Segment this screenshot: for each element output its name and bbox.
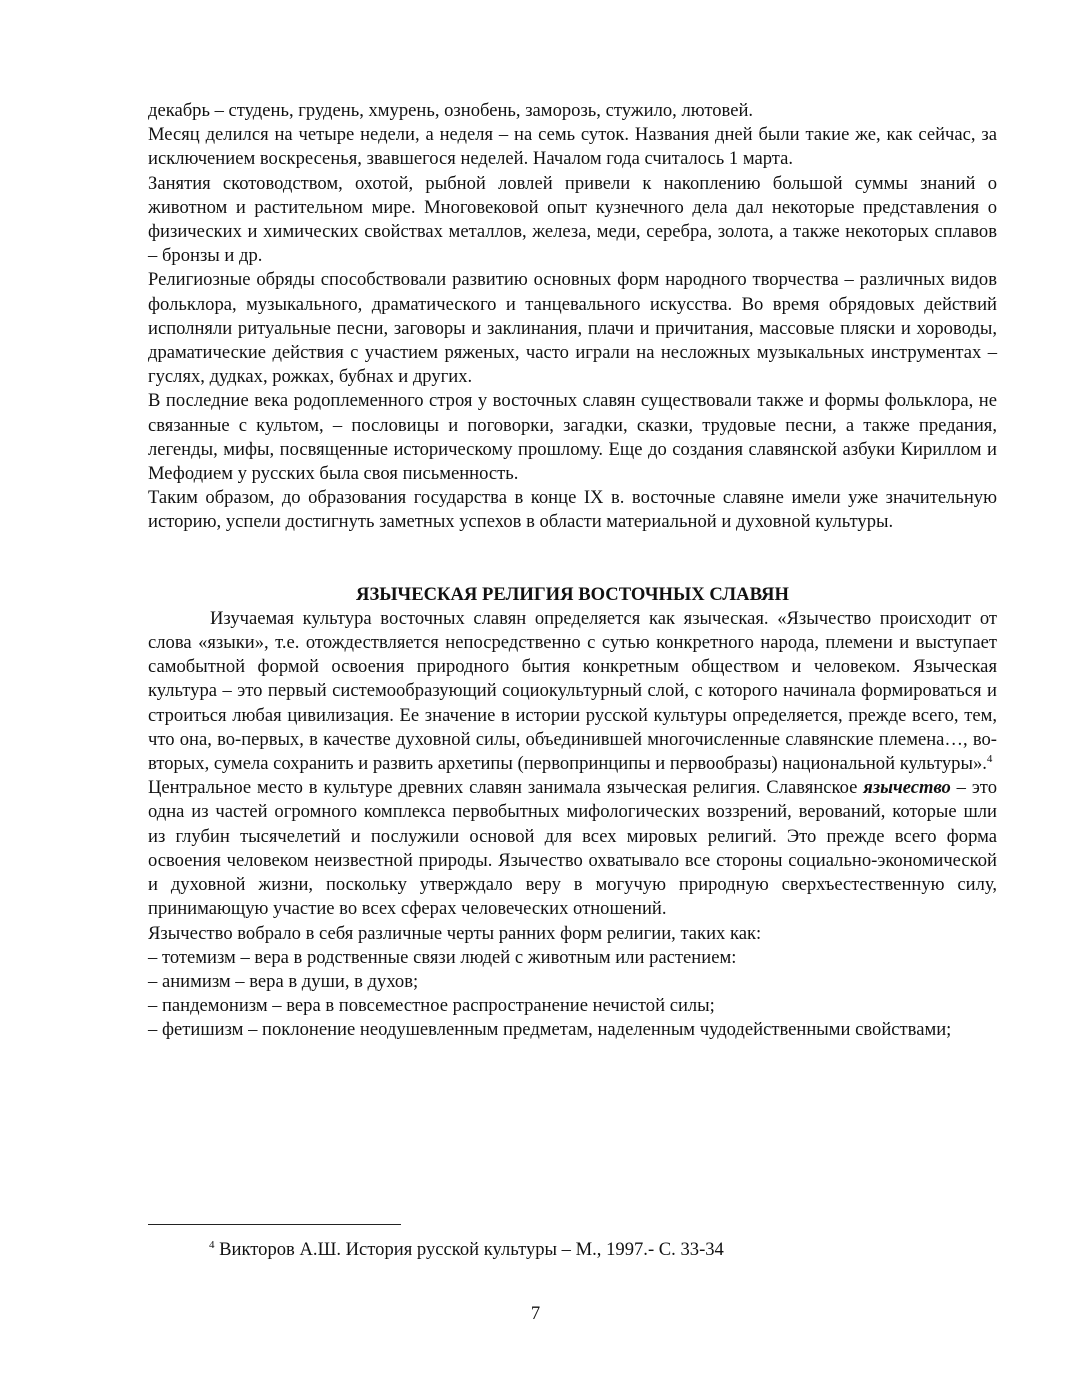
paragraph-rituals: Религиозные обряды способствовали развитию основных форм народного творчества – различных видов фольклора, музыкального, драматического и танцевального искусства. Во время обрядовых действий исполняли ритуальные песни, заговоры и заклинания, плачи и причитания, массовые пляски и хороводы, драматические действия с участием ряженых, часто играли на несложных музыкальных инструментах – гуслях, дудках, рожках, бубнах и других.	[148, 269, 997, 388]
central-text-after: – это одна из частей огромного комплекса первобытных мифологических воззрений, верований, которые шли из глубин тысячелетий и послужили основой для всех мировых религий. Это прежде всего форма освоения человеком неизвестной природы. Язычество охватывало все стороны социально-экономической и духовной жизни, поскольку утверждало веру в могучую природную сверхъестественную силу, принимающую участие во всех сферах человеческих отношений.	[148, 777, 997, 920]
page-body	[148, 99, 997, 1043]
footnote-text: Викторов А.Ш. История русской культуры – М., 1997.- С. 33-34	[214, 1239, 724, 1260]
paragraph-folklore: В последние века родоплеменного строя у восточных славян существовали также и формы фольклора, не связанные с культом, – пословицы и поговорки, загадки, сказки, трудовые песни, а также предания, легенды, мифы, посвященные историческому прошлому. Еще до создания славянской азбуки Кириллом и Мефодием у русских была своя письменность.	[148, 390, 997, 485]
list-intro: Язычество вобрало в себя различные черты ранних форм религии, таких как:	[148, 922, 762, 944]
footnote-mark: 4	[209, 1238, 215, 1251]
central-text-before: Центральное место в культуре древних славян занимала языческая религия. Славянское	[148, 777, 864, 799]
footnote	[209, 1238, 724, 1262]
paragraph-quote	[148, 607, 997, 776]
footnote-separator	[148, 1224, 401, 1225]
term-paganism: язычество	[863, 777, 951, 799]
paragraph-conclusion: Таким образом, до образования государства в конце IX в. восточные славяне имели уже значительную историю, успели достигнуть заметных успехов в области материальной и духовной культуры.	[148, 487, 997, 533]
paragraph-month-names: декабрь – студень, грудень, хмурень, ознобень, заморозь, стужило, лютовей.	[148, 100, 754, 121]
section-spacer	[148, 535, 997, 583]
paragraph-weeks: Месяц делился на четыре недели, а неделя – на семь суток. Названия дней были такие же, как сейчас, за исключением воскресенья, звавшегося неделей. Началом года считалось 1 марта.	[148, 124, 997, 170]
list-item: – фетишизм – поклонение неодушевленным предметам, наделенным чудодейственными свойствами;	[148, 1019, 952, 1041]
section-heading: ЯЗЫЧЕСКАЯ РЕЛИГИЯ ВОСТОЧНЫХ СЛАВЯН	[356, 583, 789, 605]
page-number: 7	[530, 1303, 541, 1324]
list-item: – пандемонизм – вера в повсеместное распространение нечистой силы;	[148, 995, 715, 1017]
list-item: – тотемизм – вера в родственные связи людей с животным или растением:	[148, 946, 737, 968]
footnote-reference: 4	[986, 752, 993, 765]
paragraph-knowledge: Занятия скотоводством, охотой, рыбной ловлей привели к накоплению большой суммы знаний о животном и растительном мире. Многовековой опыт кузнечного дела дал некоторые представления о физических и химических свойствах металлов, железа, меди, серебра, золота, а также некоторых сплавов – бронзы и др.	[148, 172, 997, 267]
paragraph-central	[148, 776, 997, 921]
list-item: – анимизм – вера в души, в духов;	[148, 970, 419, 992]
quote-text: Изучаемая культура восточных славян определяется как языческая. «Язычество происходит от слова «языки», т.е. отождествляется непосредственно с сутью конкретного народа, племени и выступает самобытной формой освоения природного бытия конкретным обществом и человеком. Языческая культура – это первый системообразующий социокультурный слой, с которого начинала формироваться и строиться любая цивилизация. Ее значение в истории русской культуры определяется, прежде всего, тем, что она, во-первых, в качестве духовной силы, объединившей многочисленные славянские племена…, во-вторых, сумела сохранить и развить архетипы (первопринципы и первообразы) национальной культуры».	[148, 607, 997, 775]
